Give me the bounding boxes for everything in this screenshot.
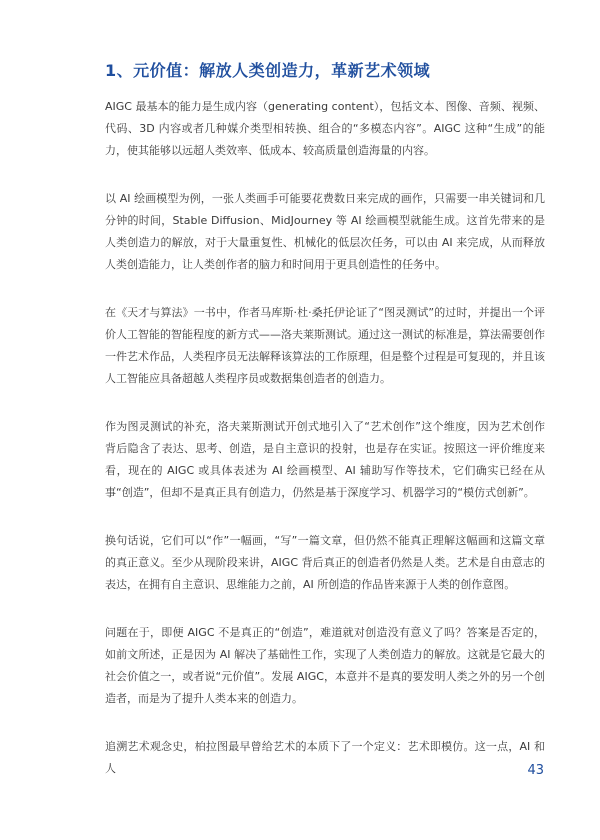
paragraph-3: 在《天才与算法》一书中，作者马库斯·杜·桑托伊论证了“图灵测试”的过时，并提出一个评价人工智能的智能程度的新方式——洛夫莱斯测试。通过这一测试的标准是，算法需要创作一件艺术作品，人类程序员无法解释该算法的工作原理，但是整个过程是可复现的，并且该人工智能应具备超越人类程序员或数据集创造者的创造力。 [105, 306, 545, 385]
paragraph-2: 以 AI 绘画模型为例，一张人类画手可能要花费数日来完成的画作，只需要一串关键词和几分钟的时间，Stable Diffusion、MidJourney 等 AI 绘画模型就能生成。这首先带来的是人类创造力的解放，对于大量重复性、机械化的低层次任务，可以由 AI 来完成，从而释放人类创造能力，让人类创作者的脑力和时间用于更具创造性的任务中。 [105, 192, 545, 271]
section-heading: 1、元价值：解放人类创造力，革新艺术领域 [105, 61, 431, 80]
body-text [105, 96, 545, 780]
paragraph-5: 换句话说，它们可以“作”一幅画，“写”一篇文章，但仍然不能真正理解这幅画和这篇文章的真正意义。至少从现阶段来讲，AIGC 背后真正的创造者仍然是人类。艺术是自由意志的表达，在拥有自主意识、思维能力之前，AI 所创造的作品皆来源于人类的创作意图。 [105, 534, 545, 591]
paragraph-7: 追溯艺术观念史，柏拉图最早曾给艺术的本质下了一个定义：艺术即模仿。这一点，AI 和人 [105, 740, 545, 775]
paragraph-1: AIGC 最基本的能力是生成内容（generating content），包括文本、图像、音频、视频、代码、3D 内容或者几种媒介类型相转换、组合的“多模态内容”。AIGC 这种“生成”的能力，使其能够以远超人类效率、低成本、较高质量创造海量的内容。 [105, 100, 545, 157]
paragraph-4: 作为图灵测试的补充，洛夫莱斯测试开创式地引入了“艺术创作”这个维度，因为艺术创作背后隐含了表达、思考、创造，是自主意识的投射，也是存在实证。按照这一评价维度来看，现在的 AIGC 或具体表述为 AI 绘画模型、AI 辅助写作等技术，它们确实已经在从事“创造”，但却不是真正具有创造力，仍然是基于深度学习、机器学习的“模仿式创新”。 [105, 420, 545, 499]
paragraph-6: 问题在于，即便 AIGC 不是真正的“创造”，难道就对创造没有意义了吗？答案是否定的，如前文所述，正是因为 AI 解决了基础性工作，实现了人类创造力的解放。这就是它最大的社会价值之一，或者说“元价值”。发展 AIGC，本意并不是真的要发明人类之外的另一个创造者，而是为了提升人类本来的创造力。 [105, 626, 545, 705]
page-number: 43 [527, 763, 544, 778]
